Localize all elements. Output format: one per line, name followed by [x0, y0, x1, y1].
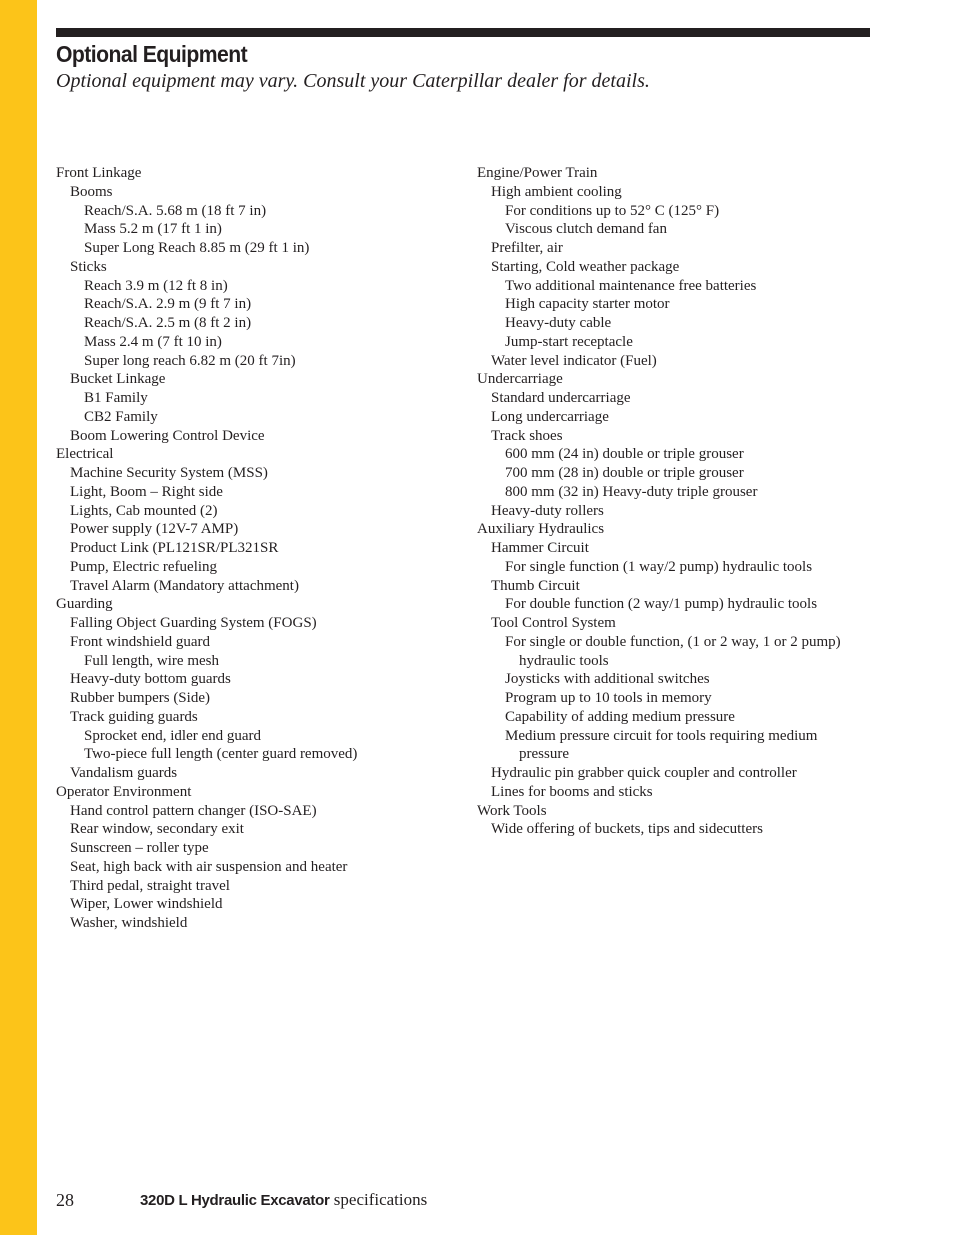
category-heading: Front Linkage [56, 165, 142, 181]
equipment-subitem: Super Long Reach 8.85 m (29 ft 1 in) [84, 240, 310, 256]
yellow-side-bar [0, 0, 37, 1235]
category-heading: Engine/Power Train [477, 165, 598, 181]
equipment-subitem: Full length, wire mesh [84, 652, 219, 669]
category-heading: Electrical [56, 446, 114, 463]
equipment-subitem: For single function (1 way/2 pump) hydraulic tools [505, 558, 813, 575]
equipment-item: Lights, Cab mounted (2) [70, 502, 218, 519]
footer-suffix: specifications [329, 1190, 428, 1209]
equipment-subitem: Reach 3.9 m (12 ft 8 in) [84, 277, 228, 294]
equipment-item: Thumb Circuit [491, 577, 580, 594]
category-heading: Operator Environment [56, 783, 192, 800]
equipment-item: Heavy-duty bottom guards [70, 671, 231, 688]
equipment-subitem: Joysticks with additional switches [505, 671, 710, 688]
equipment-subitem: Capability of adding medium pressure [505, 708, 735, 725]
equipment-subitem: pressure [519, 746, 569, 763]
equipment-subitem: Reach/S.A. 2.9 m (9 ft 7 in) [84, 296, 252, 313]
equipment-subitem: For double function (2 way/1 pump) hydraulic tools [505, 596, 818, 613]
footer-title [140, 1189, 427, 1212]
equipment-item: Power supply (12V-7 AMP) [70, 521, 239, 538]
equipment-item: Seat, high back with air suspension and heater [70, 858, 348, 875]
equipment-subitem: Reach/S.A. 5.68 m (18 ft 7 in) [84, 202, 267, 219]
equipment-item: Track shoes [491, 427, 563, 444]
equipment-item: Long undercarriage [491, 408, 609, 425]
equipment-item: Boom Lowering Control Device [70, 427, 265, 444]
equipment-item: Vandalism guards [70, 765, 178, 781]
equipment-subitem: Reach/S.A. 2.5 m (8 ft 2 in) [84, 315, 252, 331]
equipment-subitem: Two-piece full length (center guard removed) [84, 746, 358, 763]
equipment-subitem: B1 Family [84, 390, 148, 406]
category-heading: Guarding [56, 596, 113, 613]
equipment-item: Pump, Electric refueling [70, 558, 218, 575]
equipment-subitem: High capacity starter motor [505, 296, 670, 313]
equipment-item: Product Link (PL121SR/PL321SR [70, 540, 279, 556]
left-equipment-column [56, 164, 456, 933]
equipment-subitem: Viscous clutch demand fan [505, 221, 667, 238]
equipment-item: Hydraulic pin grabber quick coupler and controller [491, 765, 797, 781]
equipment-subitem: Two additional maintenance free batteries [505, 277, 757, 294]
equipment-item: Hammer Circuit [491, 540, 589, 556]
equipment-item: Sticks [70, 258, 107, 275]
equipment-item: Wiper, Lower windshield [70, 896, 223, 913]
equipment-item: High ambient cooling [491, 183, 622, 200]
header-rule [56, 28, 870, 37]
equipment-item: Sunscreen – roller type [70, 840, 209, 856]
equipment-item: Falling Object Guarding System (FOGS) [70, 615, 317, 631]
equipment-subitem: Sprocket end, idler end guard [84, 727, 262, 744]
equipment-item: Hand control pattern changer (ISO-SAE) [70, 802, 317, 819]
equipment-subitem: Jump-start receptacle [505, 333, 633, 350]
right-equipment-column [477, 164, 877, 839]
equipment-item: Machine Security System (MSS) [70, 465, 268, 481]
equipment-subitem: hydraulic tools [519, 652, 609, 669]
equipment-subitem: For single or double function, (1 or 2 way, 1 or 2 pump) [505, 633, 841, 650]
equipment-item: Heavy-duty rollers [491, 502, 604, 519]
equipment-item: Rubber bumpers (Side) [70, 690, 210, 706]
equipment-item: Lines for booms and sticks [491, 783, 653, 800]
equipment-item: Bucket Linkage [70, 371, 166, 388]
category-heading: Auxiliary Hydraulics [477, 521, 605, 538]
equipment-item: Starting, Cold weather package [491, 258, 680, 275]
equipment-subitem: For conditions up to 52° C (125° F) [505, 202, 720, 219]
equipment-subitem: Mass 2.4 m (7 ft 10 in) [84, 333, 222, 350]
equipment-item: Front windshield guard [70, 633, 210, 650]
equipment-item: Travel Alarm (Mandatory attachment) [70, 577, 299, 594]
equipment-item: Rear window, secondary exit [70, 821, 244, 838]
page-title: Optional Equipment [56, 41, 248, 67]
category-heading: Undercarriage [477, 371, 563, 388]
equipment-subitem: CB2 Family [84, 408, 158, 425]
equipment-item: Prefilter, air [491, 240, 563, 256]
equipment-subitem: 800 mm (32 in) Heavy-duty triple grouser [505, 483, 758, 500]
page-subtitle: Optional equipment may vary. Consult your Caterpillar dealer for details. [56, 70, 650, 92]
equipment-item: Water level indicator (Fuel) [491, 352, 657, 369]
equipment-subitem: Super long reach 6.82 m (20 ft 7in) [84, 352, 296, 369]
category-heading: Work Tools [477, 802, 547, 819]
equipment-item: Booms [70, 183, 113, 200]
equipment-item: Light, Boom – Right side [70, 483, 223, 500]
equipment-item: Tool Control System [491, 615, 616, 631]
equipment-subitem: Mass 5.2 m (17 ft 1 in) [84, 221, 222, 238]
equipment-item: Third pedal, straight travel [70, 877, 230, 894]
equipment-subitem: Program up to 10 tools in memory [505, 690, 712, 706]
page-number: 28 [56, 1190, 74, 1210]
equipment-item: Standard undercarriage [491, 390, 631, 406]
equipment-item: Washer, windshield [70, 915, 188, 931]
equipment-subitem: 700 mm (28 in) double or triple grouser [505, 465, 744, 481]
equipment-subitem: 600 mm (24 in) double or triple grouser [505, 446, 744, 463]
equipment-item: Track guiding guards [70, 708, 198, 725]
equipment-subitem: Medium pressure circuit for tools requiring medium [505, 727, 818, 744]
equipment-item: Wide offering of buckets, tips and sidecutters [491, 821, 763, 838]
equipment-subitem: Heavy-duty cable [505, 315, 612, 331]
footer-model-name: 320D L Hydraulic Excavator [140, 1192, 330, 1209]
